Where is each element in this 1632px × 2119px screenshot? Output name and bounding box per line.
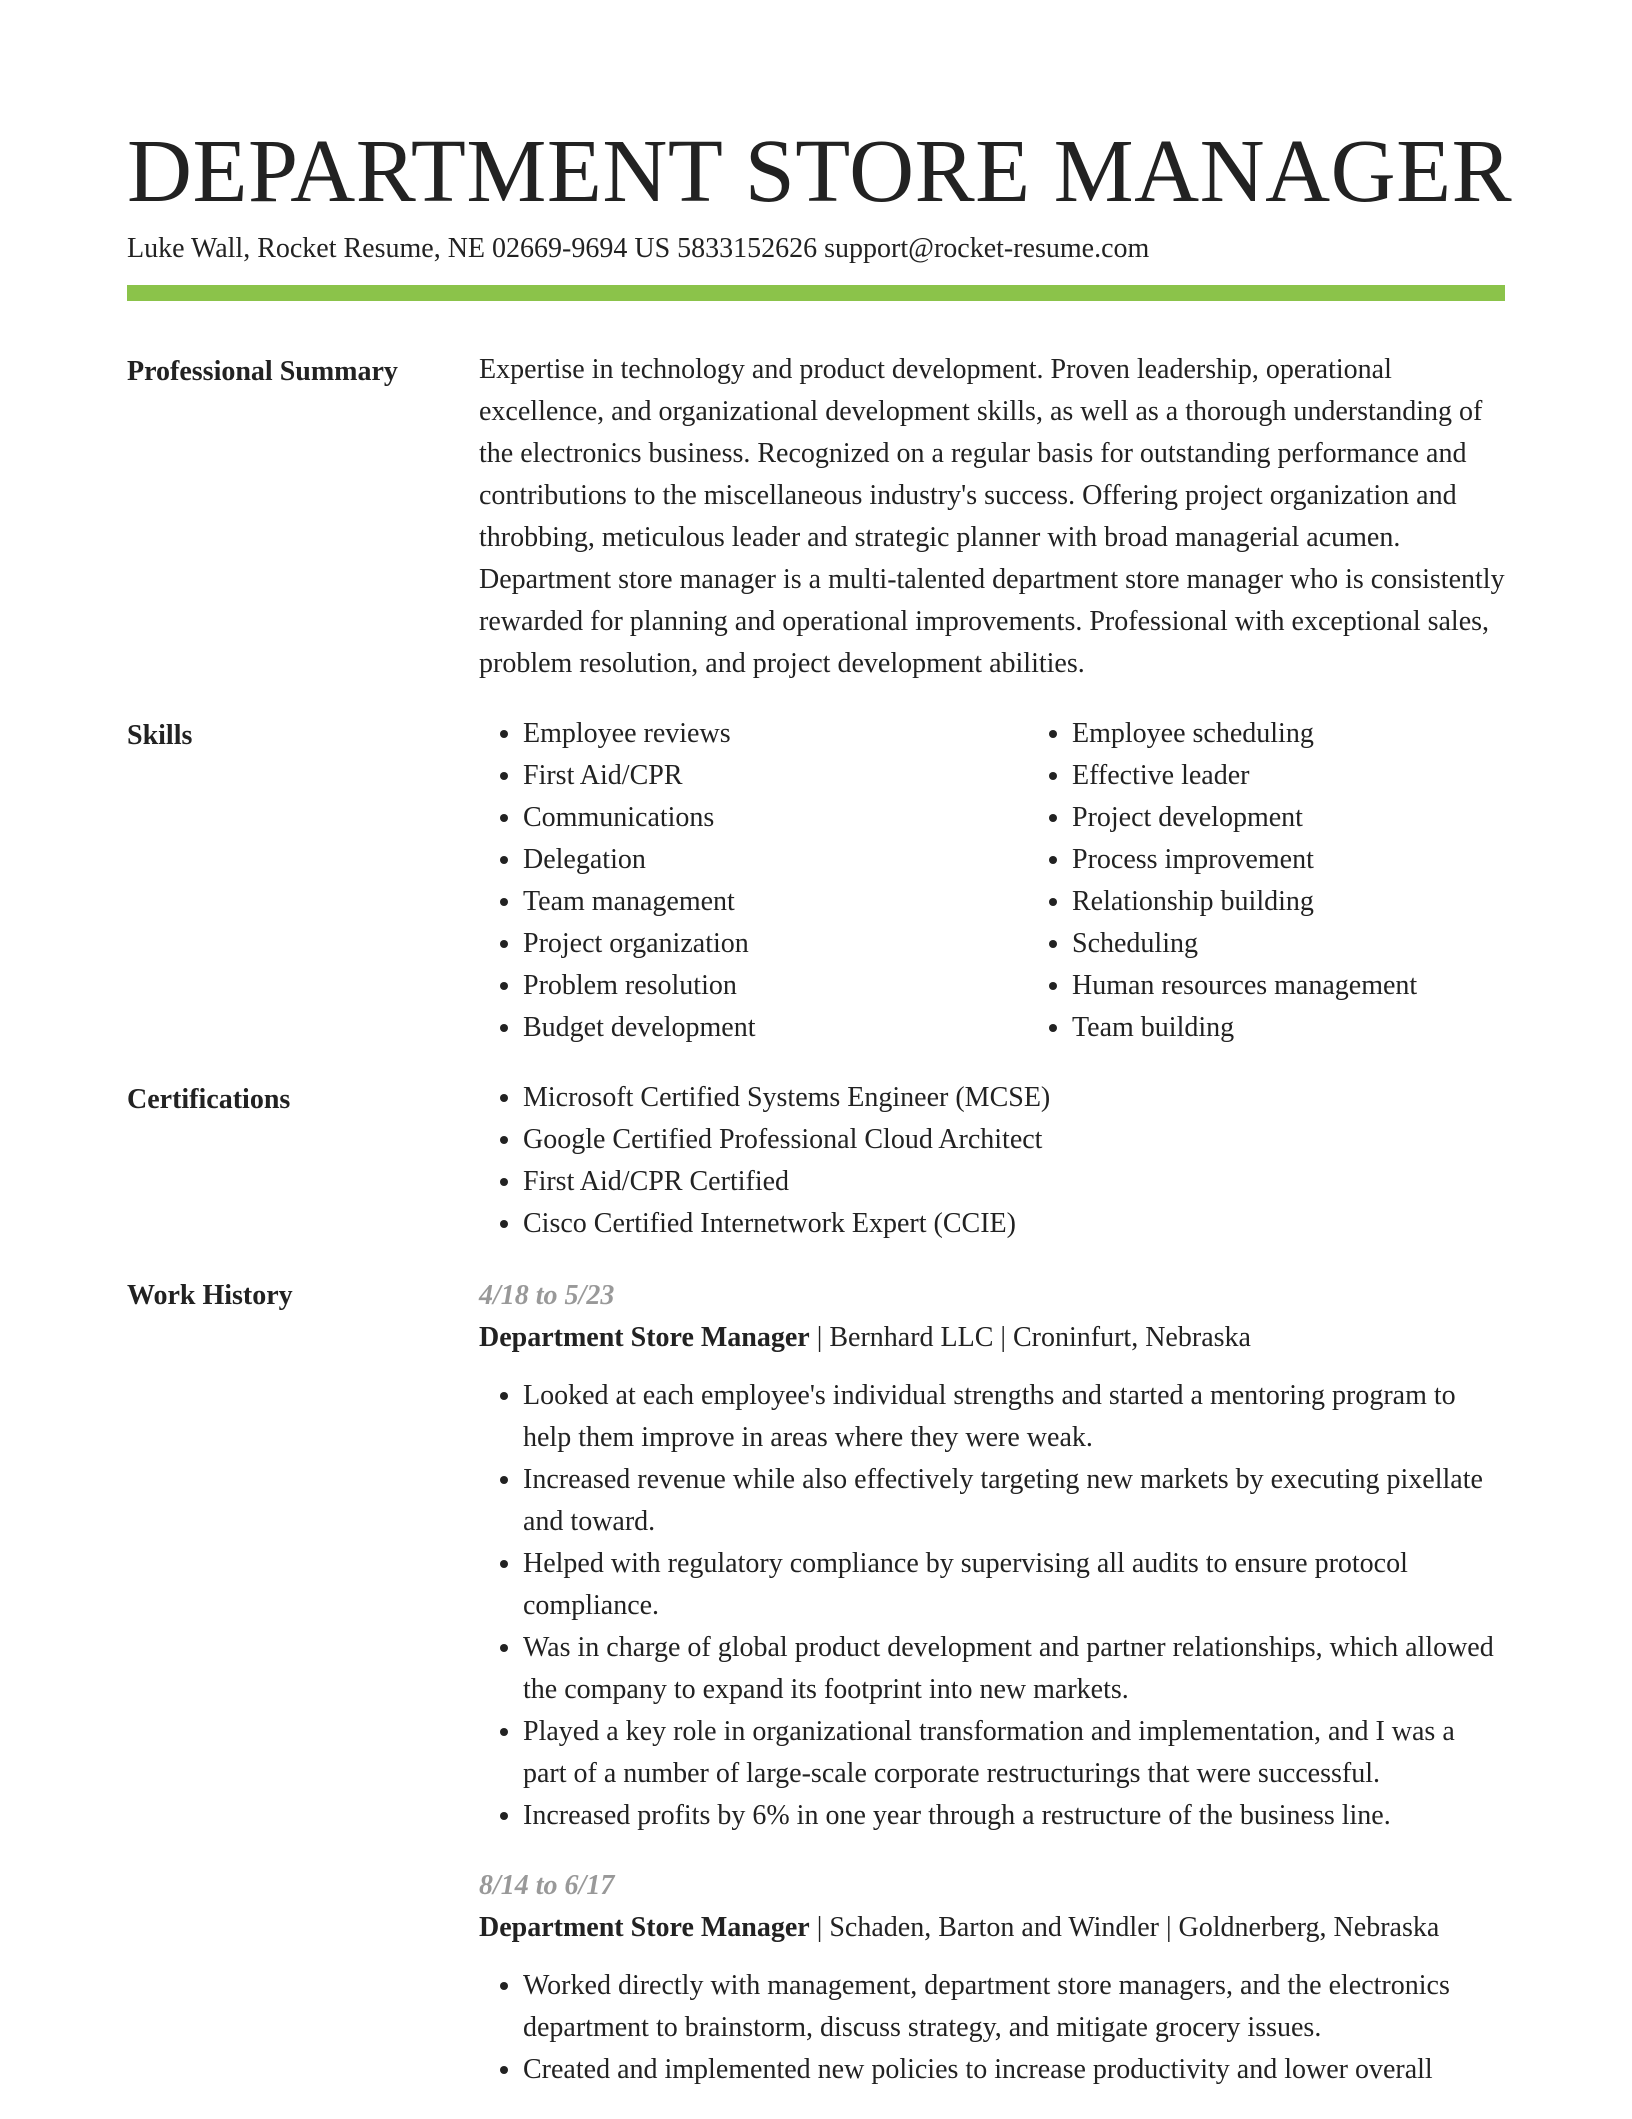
certification-item: • Google Certified Professional Cloud Architect: [523, 1119, 1505, 1161]
job-bullet: • Increased profits by 6% in one year through a restructure of the business line.: [523, 1795, 1505, 1837]
job-entry: [479, 1275, 1505, 1837]
skills-section: [127, 713, 1505, 1049]
certifications-body: [479, 1077, 1505, 1245]
skill-item: • Project development: [1072, 797, 1592, 839]
skills-list-left: [479, 713, 983, 1049]
job-bullet: • Created and implemented new policies to increase productivity and lower overall: [523, 2049, 1505, 2091]
job-bullet: • Worked directly with management, department store managers, and the electronics department to brainstorm, discuss strategy, and mitigate grocery issues.: [523, 1965, 1505, 2049]
accent-divider: [127, 285, 1505, 301]
skill-item: • Human resources management: [1072, 965, 1592, 1007]
skill-item: • Process improvement: [1072, 839, 1592, 881]
section-title-work-history: Work History: [127, 1280, 293, 1311]
certification-item: • First Aid/CPR Certified: [523, 1161, 1505, 1203]
skill-item: • Employee reviews: [523, 713, 983, 755]
skill-item: • Scheduling: [1072, 923, 1592, 965]
skill-item: • First Aid/CPR: [523, 755, 983, 797]
certification-item: • Microsoft Certified Systems Engineer (MCSE): [523, 1077, 1505, 1119]
job-heading: [479, 1907, 1505, 1949]
summary-body: [479, 349, 1505, 685]
job-bullet: • Looked at each employee's individual strengths and started a mentoring program to help them improve in areas where they were weak.: [523, 1375, 1505, 1459]
work-history-section: [127, 1273, 1505, 2119]
job-dates: 8/14 to 6/17: [479, 1870, 615, 1901]
job-bullet: • Increased revenue while also effectively targeting new markets by executing pixellate and toward.: [523, 1459, 1505, 1543]
certifications-list: [479, 1077, 1505, 1245]
section-title-certifications: Certifications: [127, 1084, 291, 1115]
job-bullet: • Helped with regulatory compliance by supervising all audits to ensure protocol compliance.: [523, 1543, 1505, 1627]
contact-info: Luke Wall, Rocket Resume, NE 02669-9694 US 5833152626 support@rocket-resume.com: [127, 233, 1150, 264]
certification-item: • Cisco Certified Internetwork Expert (CCIE): [523, 1203, 1505, 1245]
section-title-summary: Professional Summary: [127, 356, 398, 387]
skills-list-right: [1028, 713, 1592, 1049]
job-bullet: • Played a key role in organizational transformation and implementation, and I was a part of a number of large-scale corporate restructurings that were successful.: [523, 1711, 1505, 1795]
job-entry: [479, 1865, 1505, 2091]
skill-item: • Problem resolution: [523, 965, 983, 1007]
skill-item: • Relationship building: [1072, 881, 1592, 923]
section-title-skills: Skills: [127, 720, 193, 751]
skill-item: • Communications: [523, 797, 983, 839]
resume-title: DEPARTMENT STORE MANAGER: [127, 122, 1513, 221]
job-details: | Bernhard LLC | Croninfurt, Nebraska: [809, 1322, 1251, 1353]
skill-item: • Team building: [1072, 1007, 1592, 1049]
job-bullet: • Was in charge of global product development and partner relationships, which allowed the company to expand its footprint into new markets.: [523, 1627, 1505, 1711]
job-dates: 4/18 to 5/23: [479, 1280, 615, 1311]
job-title: Department Store Manager: [479, 1912, 810, 1943]
skill-item: • Delegation: [523, 839, 983, 881]
skill-item: • Team management: [523, 881, 983, 923]
job-details: | Schaden, Barton and Windler | Goldnerberg, Nebraska: [809, 1912, 1440, 1943]
summary-text: Expertise in technology and product development. Proven leadership, operational excellence, and organizational development skills, as well as a thorough understanding of the electronics business. Recognized on a regular basis for outstanding performance and contributions to the miscellaneous industry's success. Offering project organization and throbbing, meticulous leader and strategic planner with broad managerial acumen. Department store manager is a multi-talented department store manager who is consistently rewarded for planning and operational improvements. Professional with exceptional sales, problem resolution, and project development abilities.: [479, 354, 1505, 679]
skills-body: [479, 713, 1592, 1049]
resume-content: [127, 349, 1505, 2119]
job-bullets: [479, 1965, 1505, 2091]
job-title: Department Store Manager: [479, 1322, 810, 1353]
skill-item: • Effective leader: [1072, 755, 1592, 797]
job-heading: [479, 1317, 1505, 1359]
job-bullets: [479, 1375, 1505, 1837]
certifications-section: [127, 1077, 1505, 1245]
skill-item: • Project organization: [523, 923, 983, 965]
skill-item: • Budget development: [523, 1007, 983, 1049]
work-history-body: [479, 1273, 1505, 2119]
professional-summary-section: [127, 349, 1505, 685]
skill-item: • Employee scheduling: [1072, 713, 1592, 755]
